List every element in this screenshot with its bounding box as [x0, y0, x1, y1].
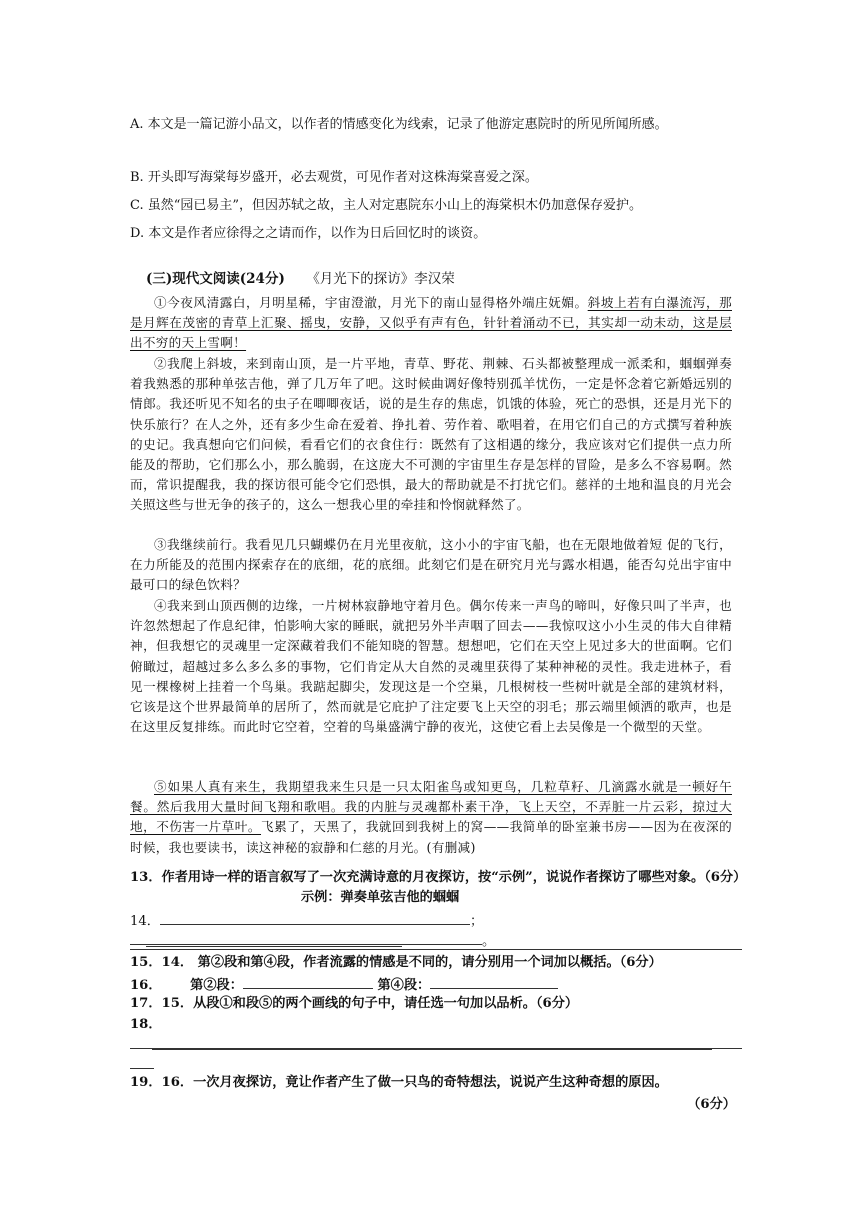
choice-b: B. 开头即写海棠每岁盛开，必去观赏，可见作者对这株海棠喜爱之深。	[130, 170, 538, 185]
section-heading	[146, 267, 455, 287]
section-label: (三)现代文阅读(24分)	[146, 271, 285, 287]
paragraph-1	[130, 293, 732, 354]
choice-a: A. 本文是一篇记游小品文，以作者的情感变化为线索，记录了他游定惠院时的所见所闻所感。	[130, 117, 668, 132]
period: 。	[482, 934, 496, 949]
paragraph-5-text: 飞累了，天黑了，我就回到我树上的窝——我简单的卧室兼书房——因为在夜深的时候，我也要读书，读这神秘的寂静和仁慈的月光。(有删减)	[130, 819, 733, 855]
question-15: 17．15．从段①和段⑤的两个画线的句子中，请任选一句加以品析。（6分）	[130, 996, 579, 1011]
paragraph-3: ③我继续前行。我看见几只蝴蝶仍在月光里夜航，这小小的宇宙飞船，也在无限地做着短 促的飞行，在力所能及的范围内探索存在的底细，花的底细。此刻它们是在研究月光与露水相遇，能否勾兑出宇宙中最可口的绿色饮料？	[130, 537, 732, 593]
question-13: 13．作者用诗一样的语言叙写了一次充满诗意的月夜探访，按“示例”，说说作者探访了哪些对象。（6分）	[130, 870, 747, 885]
answer-line[interactable]	[130, 1048, 742, 1049]
answer-blank[interactable]	[130, 930, 482, 945]
question-16: 19．16．一次月夜探访，竟让作者产生了做一只鸟的奇特想法，说说产生这种奇想的原因。	[130, 1075, 668, 1090]
paragraph-5-underlined: ⑤如果人真有来生，我期望我来生只是一只太阳雀鸟或知更鸟，几粒草籽、几滴露水就是一顿好午餐。然后我用大量时间飞翔和歌唱。我的内脏与灵魂都朴素干净，飞上天空，不弄脏一片云彩，掠过大地，不伤害一片草叶。	[130, 779, 732, 835]
answer-line-18	[130, 1015, 742, 1057]
answer-blank[interactable]	[160, 910, 470, 925]
para4-label: 第④段：	[377, 978, 431, 993]
paragraph-1-underlined: 斜坡上若有白瀑流泻，那是月辉在茂密的青草上汇聚、摇曳，安静，又似乎有声有色，针针着涌动不已，其实却一动未动，这是层出不穷的天上雪啊！	[130, 295, 732, 351]
divider-line	[130, 949, 742, 950]
para2-label: 第②段：	[190, 978, 243, 993]
semicolon: ；	[469, 914, 484, 929]
number-16: 16．	[130, 978, 162, 993]
question-14: 15．14． 第②段和第④段，作者流露的情感是不同的，请分别用一个词加以概括。（6分）	[130, 955, 662, 970]
paragraph-1-text: ①今夜风清露白，月明星稀，宇宙澄澈，月光下的南山显得格外端庄妩媚。	[154, 295, 588, 310]
essay-title: 《月光下的探访》李汉荣	[306, 271, 455, 287]
question-16-points: （6分）	[687, 1097, 736, 1112]
answer-line-stub	[130, 1068, 154, 1069]
answer-blank-para4[interactable]	[430, 974, 558, 989]
number-14: 14．	[130, 914, 160, 929]
answer-blank-para2[interactable]	[243, 974, 373, 989]
paragraph-5	[130, 777, 732, 858]
choice-d: D. 本文是作者应徐得之之请而作，以作为日后回忆时的谈资。	[130, 226, 487, 241]
choice-c: C. 虽然“园已易主”，但因苏轼之故，主人对定惠院东小山上的海棠枳木仍加意保存爱护。	[130, 198, 643, 213]
answer-line-16	[130, 974, 742, 996]
paragraph-2: ②我爬上斜坡，来到南山顶，是一片平地，青草、野花、荆棘、石头都被整理成一派柔和，蝈蝈弹奏着我熟悉的那种单弦吉他，弹了几万年了吧。这时候曲调好像特别孤羊忧伤，一定是怀念着它新婚远别的情郎。我还听见不知名的虫子在唧唧夜话，说的是生存的焦虑，饥饿的体验，死亡的恐惧，还是月光下的快乐旅行？在人之外，还有多少生命在爱着、挣扎着、劳作着、歌唱着，在用它们自己的方式撰写着种族的史记。我真想向它们问候，看看它们的衣食住行：既然有了这相遇的缘分，我应该对它们提供一点力所能及的帮助，它们那么小，那么脆弱，在这庞大不可测的宇宙里生存是怎样的冒险，是多么不容易啊。然而，常识提醒我，我的探访很可能令它们恐惧，最大的帮助就是不打扰它们。慈祥的土地和温良的月光会关照这些与世无争的孩子的，这么一想我心里的牵挂和怜悯就释然了。	[130, 356, 732, 513]
number-18: 18．	[130, 1017, 162, 1032]
question-13-example: 示例：弹奏单弦吉他的蝈蝈	[301, 890, 460, 905]
paragraph-4: ④我来到山顶西侧的边缘，一片树林寂静地守着月色。偶尔传来一声鸟的啼叫，好像只叫了半声，也许忽然想起了作息纪律，怕影响大家的睡眠，就把另外半声咽了回去——我惊叹这小小生灵的伟大自律精神，但我想它的灵魂里一定深藏着我们不能知晓的智慧。想想吧，它们在天空上见过多大的世面啊。它们俯瞰过，超越过多么多么多的事物，它们肯定从大自然的灵魂里获得了某种神秘的灵性。我走进林子，看见一棵橡树上挂着一个鸟巢。我踮起脚尖，发现这是一个空巢，几根树枝一些树叶就是全部的建筑材料，它该是这个世界最简单的居所了，然而就是它庇护了注定要飞上天空的羽毛；那云端里倾洒的歌声，也是在这里反复排练。而此时它空着，空着的鸟巢盛满宁静的夜光，这使它看上去吴像是一个微型的天堂。	[130, 598, 732, 735]
